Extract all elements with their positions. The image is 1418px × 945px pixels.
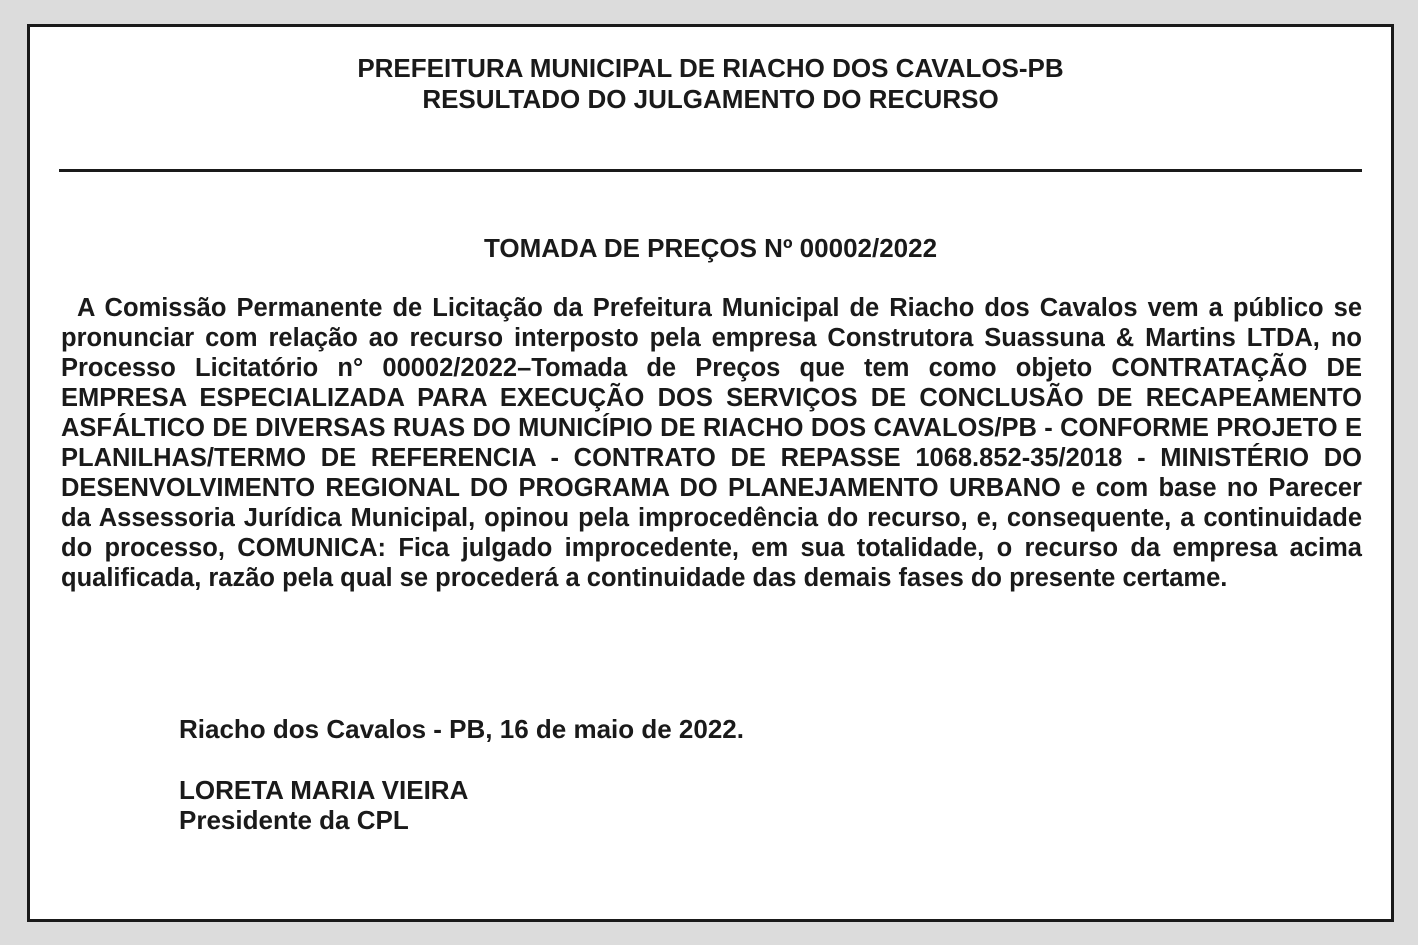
place-date: Riacho dos Cavalos - PB, 16 de maio de 2022.: [179, 714, 744, 744]
document-title: RESULTADO DO JULGAMENTO DO RECURSO: [422, 84, 999, 114]
signer-role: Presidente da CPL: [179, 805, 409, 835]
notice-body: A Comissão Permanente de Licitação da Prefeitura Municipal de Riacho dos Cavalos vem a público se pronunciar com relação ao recurso interposto pela empresa Construtora Suassuna & Martins LTDA, no Processo Licitatório n° 00002/2022–Tomada de Preços que tem como objeto CONTRATAÇÃO DE EMPRESA ESPECIALIZADA PARA EXECUÇÃO DOS SERVIÇOS DE CONCLUSÃO DE RECAPEAMENTO ASFÁLTICO DE DIVERSAS RUAS DO MUNICÍPIO DE RIACHO DOS CAVALOS/PB - CONFORME PROJETO E PLANILHAS/TERMO DE REFERENCIA - CONTRATO DE REPASSE 1068.852-35/2018 - MINISTÉRIO DO DESENVOLVIMENTO REGIONAL DO PROGRAMA DO PLANEJAMENTO URBANO e com base no Parecer da Assessoria Jurídica Municipal, opinou pela improcedência do recurso, e, consequente, a continuidade do processo, COMUNICA: Fica julgado improcedente, em sua totalidade, o recurso da empresa acima qualificada, razão pela qual se procederá a continuidade das demais fases do presente certame.: [61, 294, 1362, 592]
signer-name: LORETA MARIA VIEIRA: [179, 775, 469, 805]
municipality-title: PREFEITURA MUNICIPAL DE RIACHO DOS CAVALOS-PB: [357, 53, 1064, 83]
notice-header: [30, 53, 1391, 115]
notice-frame: [27, 24, 1394, 922]
header-divider: [59, 169, 1362, 172]
bid-reference-title: TOMADA DE PREÇOS Nº 00002/2022: [483, 233, 938, 263]
